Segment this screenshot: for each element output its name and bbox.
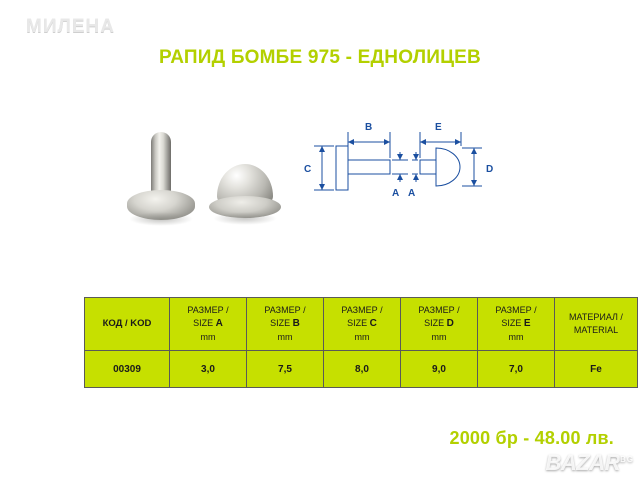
column-header-size-b-line1: РАЗМЕР / <box>264 304 306 315</box>
cell-size-a: 3,0 <box>170 351 247 388</box>
specification-table <box>84 297 638 388</box>
column-header-size-e-unit: mm <box>508 332 524 343</box>
column-header-size-b-letter: B <box>292 317 300 329</box>
column-header-size-d-letter: D <box>446 317 454 329</box>
column-header-size-a-line1: РАЗМЕР / <box>187 304 229 315</box>
bazar-watermark <box>546 450 635 476</box>
dim-label-c: C <box>304 164 312 175</box>
cell-code: 00309 <box>85 351 170 388</box>
column-header-material-line1: МАТЕРИАЛ / <box>569 311 623 322</box>
cell-size-e: 7,0 <box>478 351 555 388</box>
rivet-cap-photo <box>207 164 283 236</box>
column-header-size-c-unit: mm <box>354 332 370 343</box>
column-header-size-c-line1: РАЗМЕР / <box>341 304 383 315</box>
table-header-row <box>85 298 638 351</box>
dim-label-e: E <box>435 122 442 133</box>
column-header-size-b-unit: mm <box>277 332 293 343</box>
table-header <box>85 298 638 351</box>
rivet-post-photo <box>125 132 199 237</box>
cell-size-c: 8,0 <box>324 351 401 388</box>
product-photos <box>95 120 295 240</box>
watermark-tag: BG <box>620 454 634 464</box>
column-header-size-a-line2: SIZE A <box>193 317 223 329</box>
column-header-size-e-line2: SIZE E <box>501 317 531 329</box>
column-header-size-d <box>401 298 478 351</box>
column-header-size-a <box>170 298 247 351</box>
cell-material: Fe <box>555 351 638 388</box>
column-header-size-b-line2: SIZE B <box>270 317 300 329</box>
dim-label-a-right: A <box>408 188 416 199</box>
table-row <box>85 351 638 388</box>
rivet-post-shadow <box>129 212 193 226</box>
technical-drawing <box>300 118 530 238</box>
column-header-size-d-unit: mm <box>431 332 447 343</box>
column-header-size-d-line1: РАЗМЕР / <box>418 304 460 315</box>
dim-label-b: B <box>365 122 373 133</box>
cell-size-d: 9,0 <box>401 351 478 388</box>
brand-wordmark: МИЛЕНА <box>26 16 115 37</box>
column-header-size-a-unit: mm <box>200 332 216 343</box>
rivet-cap-shadow <box>213 212 277 225</box>
table-body <box>85 351 638 388</box>
column-header-size-c-letter: C <box>369 317 377 329</box>
column-header-size-e-line1: РАЗМЕР / <box>495 304 537 315</box>
column-header-size-e <box>478 298 555 351</box>
page-title: РАПИД БОМБЕ 975 - ЕДНОЛИЦЕВ <box>159 47 481 68</box>
rivet-post-stem <box>151 132 171 198</box>
column-header-code: КОД / KOD <box>85 298 170 351</box>
price-label: 2000 бр - 48.00 лв. <box>449 428 614 448</box>
column-header-size-c-line2: SIZE C <box>347 317 377 329</box>
dim-label-d: D <box>486 164 494 175</box>
cell-size-b: 7,5 <box>247 351 324 388</box>
column-header-size-a-letter: A <box>215 317 223 329</box>
column-header-material-line2: MATERIAL <box>573 325 619 335</box>
dim-label-a-left: A <box>392 188 400 199</box>
column-header-size-e-letter: E <box>523 317 531 329</box>
technical-drawing-svg <box>300 118 530 238</box>
column-header-size-d-line2: SIZE D <box>424 317 454 329</box>
column-header-size-c <box>324 298 401 351</box>
column-header-material <box>555 298 638 351</box>
column-header-size-b <box>247 298 324 351</box>
watermark-text: BAZAR <box>545 450 620 475</box>
